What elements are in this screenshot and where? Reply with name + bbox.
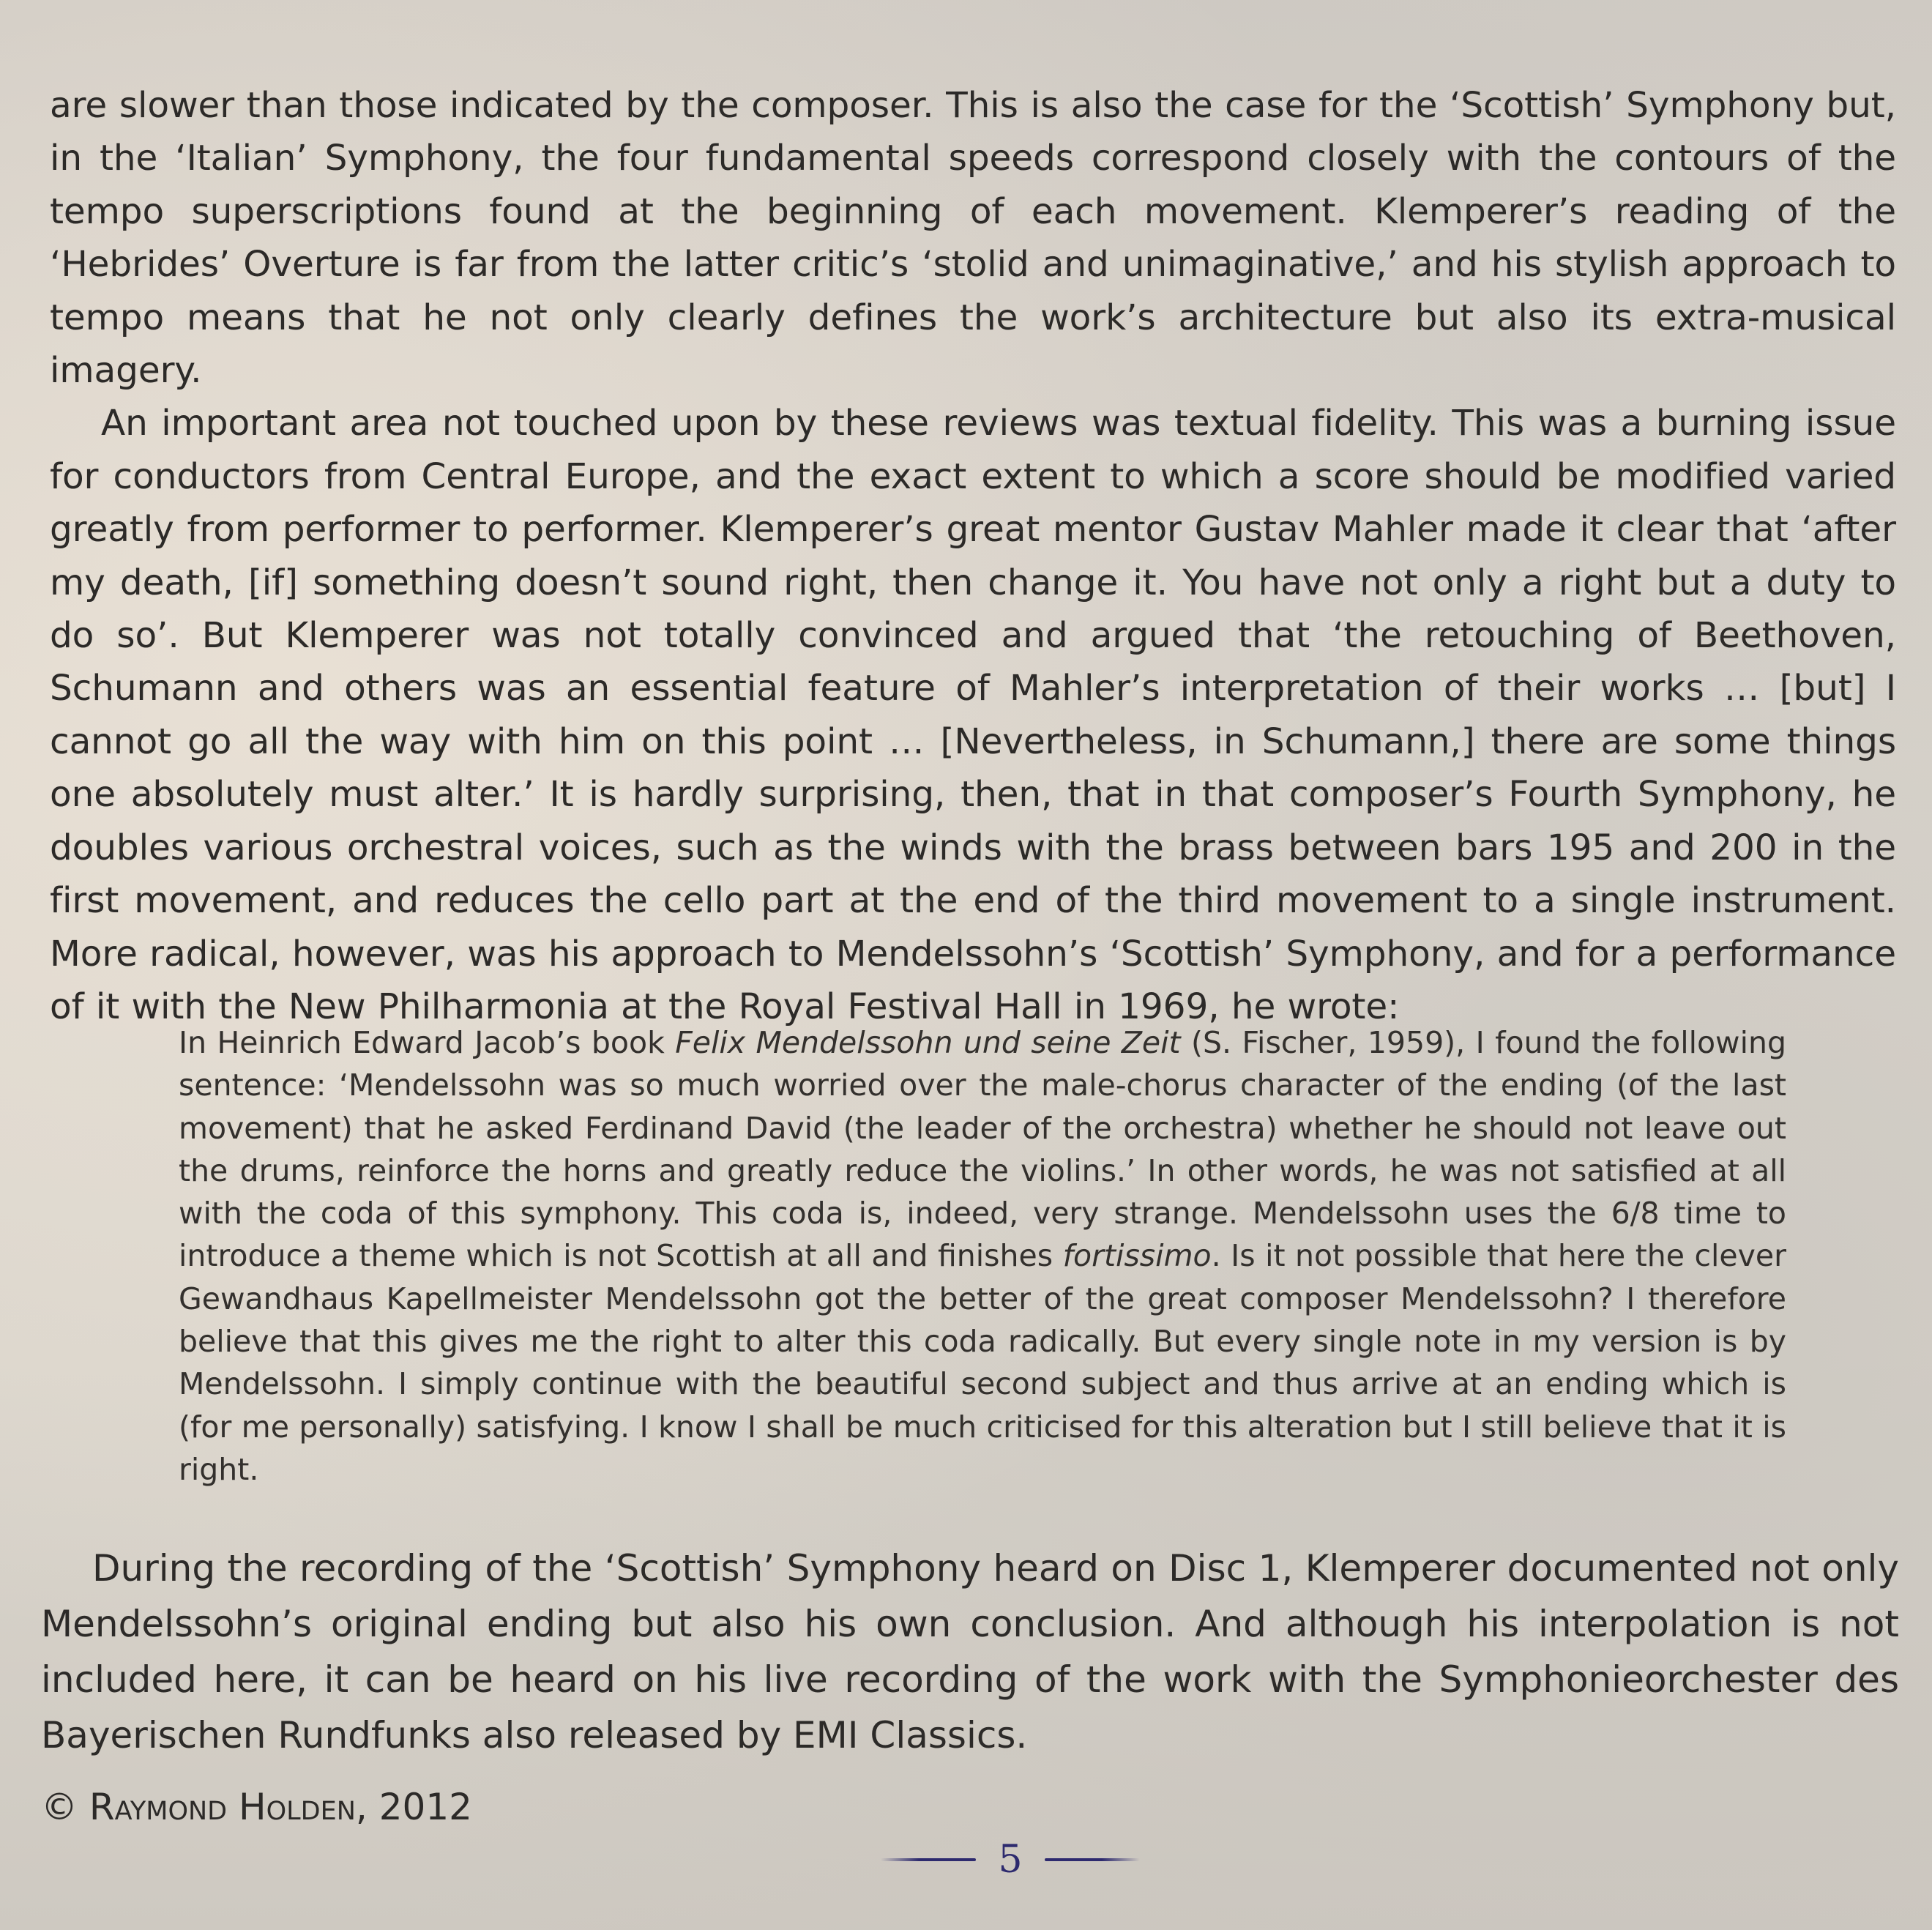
quote-text-2: (S. Fischer, 1959), I found the following sentence: ‘Mendelssohn was so much worried over the male-chorus character of the ending (of the last movement) that he asked Ferdinand David (the leader of the orchestra) whether he should not leave out the drums, reinforce the horns and greatly reduce the violins.’ In other words, he was not satisfied at all with the coda of this symphony. This coda is, indeed, very strange. Mendelssohn uses the 6/8 time to introduce a theme which is not Scottish at all and finishes xyxy=(179,1025,1786,1274)
main-text xyxy=(50,79,1896,1033)
block-quote xyxy=(179,1021,1786,1491)
page-number: 5 xyxy=(998,1838,1023,1882)
copyright-year: , 2012 xyxy=(355,1786,472,1828)
author-name: Raymond Holden xyxy=(89,1786,356,1828)
copyright-symbol: © xyxy=(41,1786,78,1828)
paragraph-textual-fidelity: An important area not touched upon by these reviews was textual fidelity. This was a burning issue for conductors from Central Europe, and the exact extent to which a score should be modified varied greatly from performer to performer. Klemperer’s great mentor Gustav Mahler made it clear that ‘after my death, [if] something doesn’t sound right, then change it. You have not only a right but a duty to do so’. But Klemperer was not totally convinced and argued that ‘the retouching of Beethoven, Schumann and others was an essential feature of Mahler’s interpretation of their works … [but] I cannot go all the way with him on this point … [Nevertheless, in Schumann,] there are some things one absolutely must alter.’ It is hardly surprising, then, that in that composer’s Fourth Symphony, he doubles various orchestral voices, such as the winds with the brass between bars 195 and 200 in the first movement, and reduces the cello part at the end of the third movement to a single instrument. More radical, however, was his approach to Mendelssohn’s ‘Scottish’ Symphony, and for a performance of it with the New Philharmonia at the Royal Festival Hall in 1969, he wrote: xyxy=(50,403,1896,1027)
quote-text-1: In Heinrich Edward Jacob’s book xyxy=(179,1025,676,1060)
page-number-rule-right xyxy=(1045,1858,1140,1861)
page-number-footer xyxy=(864,1834,1157,1885)
quote-text-3: . Is it not possible that here the clever Gewandhaus Kapellmeister Mendelssohn got the better of the great composer Mendelssohn? I therefore believe that this gives me the right to alter this coda radically. But every single note in my version is by Mendelssohn. I simply continue with the beautiful second subject and thus arrive at an ending which is (for me personally) satisfying. I know I shall be much criticised for this alteration but I still believe that it is right. xyxy=(179,1238,1786,1487)
book-title: Felix Mendelssohn und seine Zeit xyxy=(675,1025,1181,1060)
copyright-line xyxy=(41,1779,472,1835)
paragraph-recording: During the recording of the ‘Scottish’ Symphony heard on Disc 1, Klemperer documented not only Mendelssohn’s original ending but also his own conclusion. And although his interpolation is not included here, it can be heard on his live recording of the work with the Symphonieorchester des Bayerischen Rundfunks also released by EMI Classics. xyxy=(41,1547,1899,1756)
paragraph-continuation: are slower than those indicated by the composer. This is also the case for the ‘Scottish’ Symphony but, in the ‘Italian’ Symphony, the four fundamental speeds correspond closely with the contours of the tempo superscriptions found at the beginning of each movement. Klemperer’s reading of the ‘Hebrides’ Overture is far from the latter critic’s ‘stolid and unimaginative,’ and his stylish approach to tempo means that he not only clearly defines the work’s architecture but also its extra-musical imagery. xyxy=(50,85,1896,392)
dynamic-marking: fortissimo xyxy=(1062,1238,1212,1274)
page-number-rule-left xyxy=(881,1858,976,1861)
